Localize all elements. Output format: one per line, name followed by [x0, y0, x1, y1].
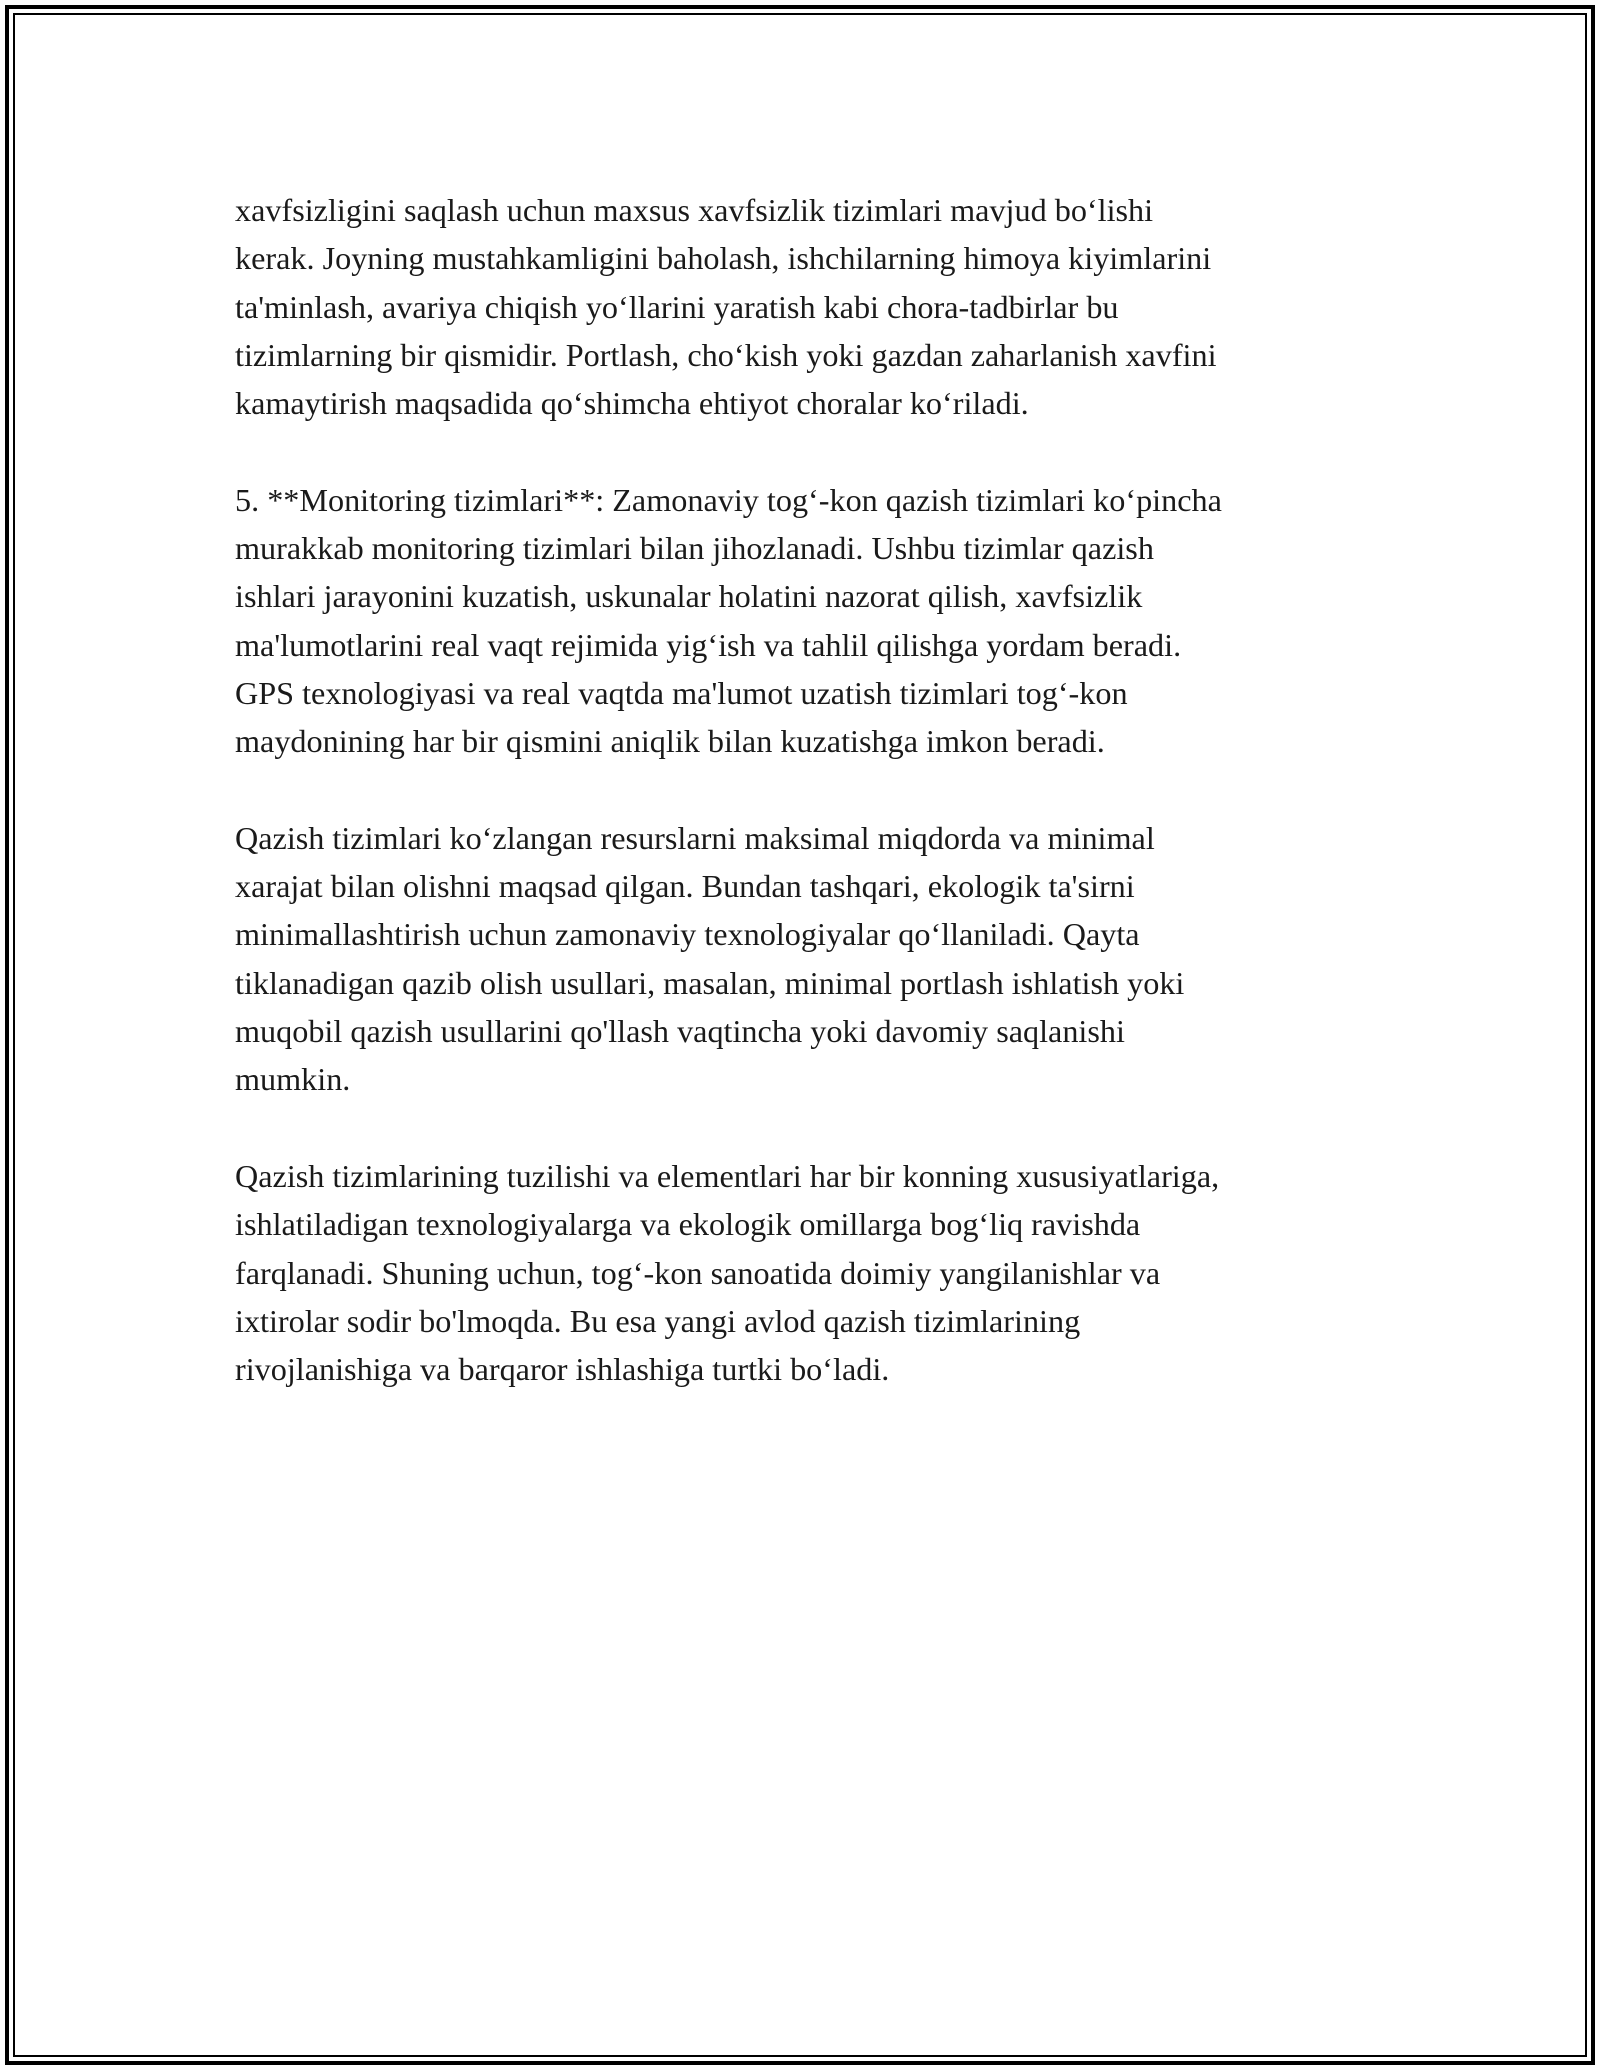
text-line: kerak. Joyning mustahkamligini baholash, ishchilarning himoya kiyimlarini [235, 240, 1212, 277]
text-line: rivojlanishiga va barqaror ishlashiga turtki bo‘ladi. [235, 1351, 890, 1388]
text-line: Qazish tizimlarining tuzilishi va elementlari har bir konning xususiyatlariga, [235, 1157, 1220, 1194]
text-line: farqlanadi. Shuning uchun, tog‘-kon sanoatida doimiy yangilanishlar va [235, 1254, 1161, 1291]
text-line: kamaytirish maqsadida qo‘shimcha ehtiyot choralar ko‘riladi. [235, 385, 1029, 422]
paragraph-conclusion [235, 1152, 1365, 1393]
paragraph-safety-systems [235, 186, 1365, 427]
document-body [235, 186, 1365, 1442]
text-line: ishlari jarayonini kuzatish, uskunalar holatini nazorat qilish, xavfsizlik [235, 578, 1143, 615]
text-line: mumkin. [235, 1061, 351, 1098]
text-line: tizimlarning bir qismidir. Portlash, cho‘kish yoki gazdan zaharlanish xavfini [235, 336, 1217, 373]
paragraph-resource-goals [235, 814, 1365, 1104]
text-line: 5. **Monitoring tizimlari**: Zamonaviy tog‘-kon qazish tizimlari ko‘pincha [235, 481, 1222, 518]
text-line: ma'lumotlarini real vaqt rejimida yig‘ish va tahlil qilishga yordam beradi. [235, 626, 1182, 663]
text-line: minimallashtirish uchun zamonaviy texnologiyalar qo‘llaniladi. Qayta [235, 916, 1140, 953]
text-line: GPS texnologiyasi va real vaqtda ma'lumot uzatish tizimlari tog‘-kon [235, 674, 1128, 711]
text-line: ixtirolar sodir bo'lmoqda. Bu esa yangi avlod qazish tizimlarining [235, 1302, 1081, 1339]
text-line: tiklanadigan qazib olish usullari, masalan, minimal portlash ishlatish yoki [235, 964, 1185, 1001]
text-line: ta'minlash, avariya chiqish yo‘llarini yaratish kabi chora-tadbirlar bu [235, 288, 1119, 325]
text-line: xavfsizligini saqlash uchun maxsus xavfsizlik tizimlari mavjud bo‘lishi [235, 192, 1154, 228]
text-line: murakkab monitoring tizimlari bilan jihozlanadi. Ushbu tizimlar qazish [235, 530, 1154, 567]
text-line: ishlatiladigan texnologiyalarga va ekologik omillarga bog‘liq ravishda [235, 1206, 1141, 1243]
text-line: maydonining har bir qismini aniqlik bilan kuzatishga imkon beradi. [235, 723, 1105, 760]
paragraph-monitoring-systems [235, 476, 1365, 766]
text-line: muqobil qazish usullarini qo'llash vaqtincha yoki davomiy saqlanishi [235, 1013, 1125, 1050]
text-line: xarajat bilan olishni maqsad qilgan. Bundan tashqari, ekologik ta'sirni [235, 868, 1135, 905]
text-line: Qazish tizimlari ko‘zlangan resurslarni maksimal miqdorda va minimal [235, 819, 1155, 856]
